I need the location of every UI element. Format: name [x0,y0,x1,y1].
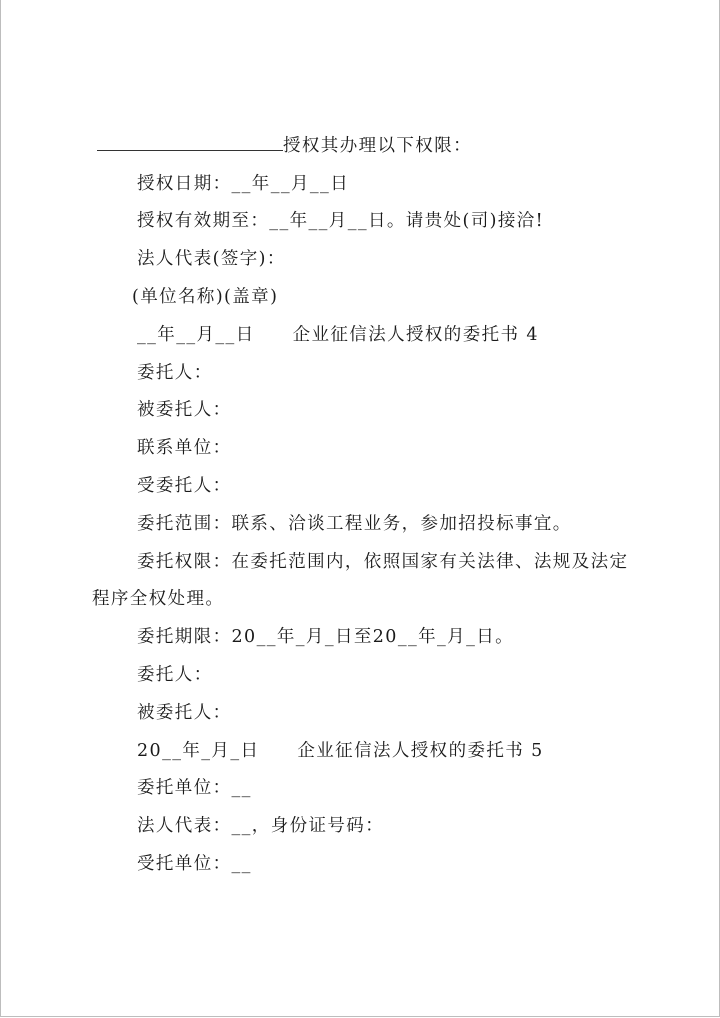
line-text: 委托人： [137,665,213,685]
scope-of-entrustment-line [137,512,572,536]
entrustment-period-line [137,625,514,649]
line-text: 委托人： [137,363,213,383]
line-text: 20__年_月_日 [137,741,260,761]
line-text: 授权日期：__年__月__日 [137,174,350,194]
authority-line-continued [92,587,224,611]
line-text: 授权其办理以下权限： [283,136,472,156]
agent-line [137,398,232,422]
date-and-heading-4-line [137,323,539,347]
line-text: 受托单位：__ [137,854,252,874]
section-heading-4: 企业征信法人授权的委托书 4 [292,325,539,345]
line-text: 委托期限：20__年_月_日至20__年_月_日。 [137,627,515,647]
fill-in-blank [97,136,283,151]
section-heading-5: 企业征信法人授权的委托书 5 [297,741,544,761]
legal-representative-signature-line [137,247,286,271]
line-text: 法人代表(签字)： [137,249,286,269]
validity-period-line [137,209,544,233]
line-text: 委托范围：联系、洽谈工程业务，参加招投标事宜。 [137,514,572,534]
principal-line [137,361,213,385]
line-text: 受委托人： [137,476,232,496]
entrusting-unit-line [137,776,252,800]
line-text: 程序全权处理。 [92,589,225,609]
authority-line [137,550,628,574]
contact-unit-line [137,436,232,460]
principal-line-2 [137,663,213,687]
line-text: 委托权限：在委托范围内，依照国家有关法律、法规及法定 [137,552,629,572]
authorization-scope-line [97,134,472,158]
entrusted-unit-line [137,852,252,876]
line-text: __年__月__日 [137,325,255,345]
line-text: 委托单位：__ [137,778,252,798]
entrusted-person-line [137,474,232,498]
legal-rep-id-line [137,814,384,838]
agent-line-2 [137,701,232,725]
authorization-date-line [137,172,349,196]
company-seal-line [132,285,278,309]
date-and-heading-5-line [137,739,544,763]
line-text: 被委托人： [137,703,232,723]
line-text: 授权有效期至：__年__月__日。请贵处(司)接洽! [137,211,545,231]
line-text: 被委托人： [137,400,232,420]
line-text: 法人代表：__，身份证号码： [137,816,385,836]
line-text: (单位名称)(盖章) [132,287,279,307]
line-text: 联系单位： [137,438,232,458]
